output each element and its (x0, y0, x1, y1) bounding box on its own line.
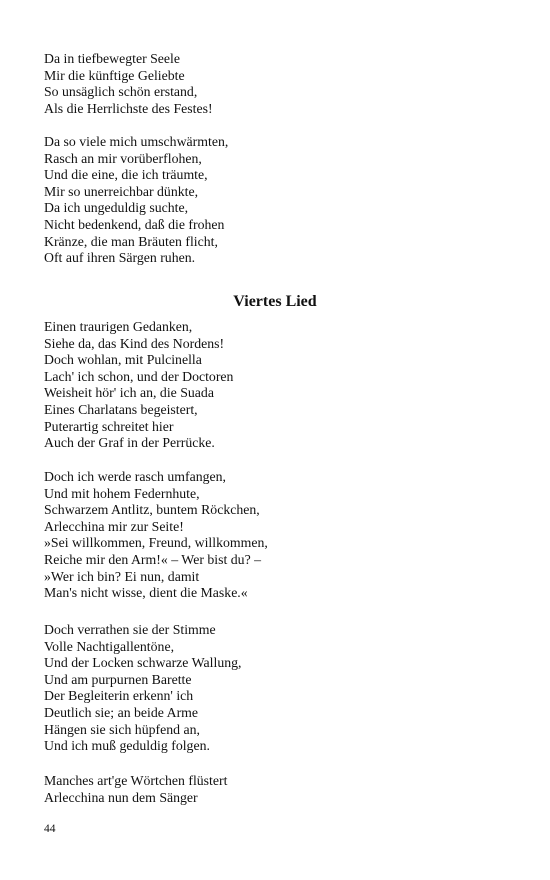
verse-line: Man's nicht wisse, dient die Maske.« (44, 585, 248, 601)
stanza (44, 469, 514, 602)
verse-line: Und am purpurnen Barette (44, 671, 192, 687)
verse-line: »Wer ich bin? Ei nun, damit (44, 568, 200, 584)
verse-line: Auch der Graf in der Perrücke. (44, 435, 215, 451)
verse-line: Weisheit hör' ich an, die Suada (44, 385, 214, 401)
verse-line: Und mit hohem Federnhute, (44, 485, 200, 501)
verse-line: Kränze, die man Bräuten flicht, (44, 233, 218, 249)
page-number: 44 (44, 823, 56, 835)
verse-line: Als die Herrlichste des Festes! (44, 100, 213, 116)
verse-line: Nicht bedenkend, daß die frohen (44, 216, 225, 232)
verse-line: Lach' ich schon, und der Doctoren (44, 368, 234, 384)
verse-line: Doch ich werde rasch umfangen, (44, 469, 226, 484)
stanza (44, 51, 514, 117)
verse-line: Da ich ungeduldig suchte, (44, 200, 189, 216)
verse-line: Da so viele mich umschwärmten, (44, 134, 229, 149)
verse-line: Hängen sie sich hüpfend an, (44, 721, 200, 737)
stanza (44, 622, 514, 755)
verse-line: Puterartig schreitet hier (44, 418, 174, 434)
verse-line: Und die eine, die ich träumte, (44, 167, 208, 183)
verse-line: Manches art'ge Wörtchen flüstert (44, 773, 228, 788)
verse-line: So unsäglich schön erstand, (44, 84, 198, 100)
verse-line: Arlecchina nun dem Sänger (44, 789, 198, 805)
verse-line: Volle Nachtigallentöne, (44, 638, 175, 654)
section-heading: Viertes Lied (233, 293, 317, 310)
stanza (44, 773, 514, 806)
verse-line: Eines Charlatans begeistert, (44, 401, 198, 417)
stanza (44, 134, 514, 267)
verse-line: Reiche mir den Arm!« – Wer bist du? – (44, 551, 262, 567)
verse-line: Der Begleiterin erkenn' ich (44, 688, 194, 704)
stanza (44, 319, 514, 452)
verse-line: Einen traurigen Gedanken, (44, 319, 193, 334)
verse-line: Und der Locken schwarze Wallung, (44, 655, 242, 671)
verse-line: Und ich muß geduldig folgen. (44, 738, 210, 754)
verse-line: Doch wohlan, mit Pulcinella (44, 352, 202, 368)
verse-line: Siehe da, das Kind des Nordens! (44, 335, 225, 351)
verse-line: Oft auf ihren Särgen ruhen. (44, 250, 196, 266)
verse-line: Rasch an mir vorüberflohen, (44, 150, 202, 166)
verse-line: Doch verrathen sie der Stimme (44, 622, 216, 637)
verse-line: Da in tiefbewegter Seele (44, 51, 180, 66)
verse-line: Schwarzem Antlitz, buntem Röckchen, (44, 502, 260, 518)
verse-line: Deutlich sie; an beide Arme (44, 704, 199, 720)
verse-line: Arlecchina mir zur Seite! (44, 518, 184, 534)
verse-line: Mir so unerreichbar dünkte, (44, 183, 199, 199)
verse-line: Mir die künftige Geliebte (44, 67, 185, 83)
verse-line: »Sei willkommen, Freund, willkommen, (44, 535, 268, 551)
